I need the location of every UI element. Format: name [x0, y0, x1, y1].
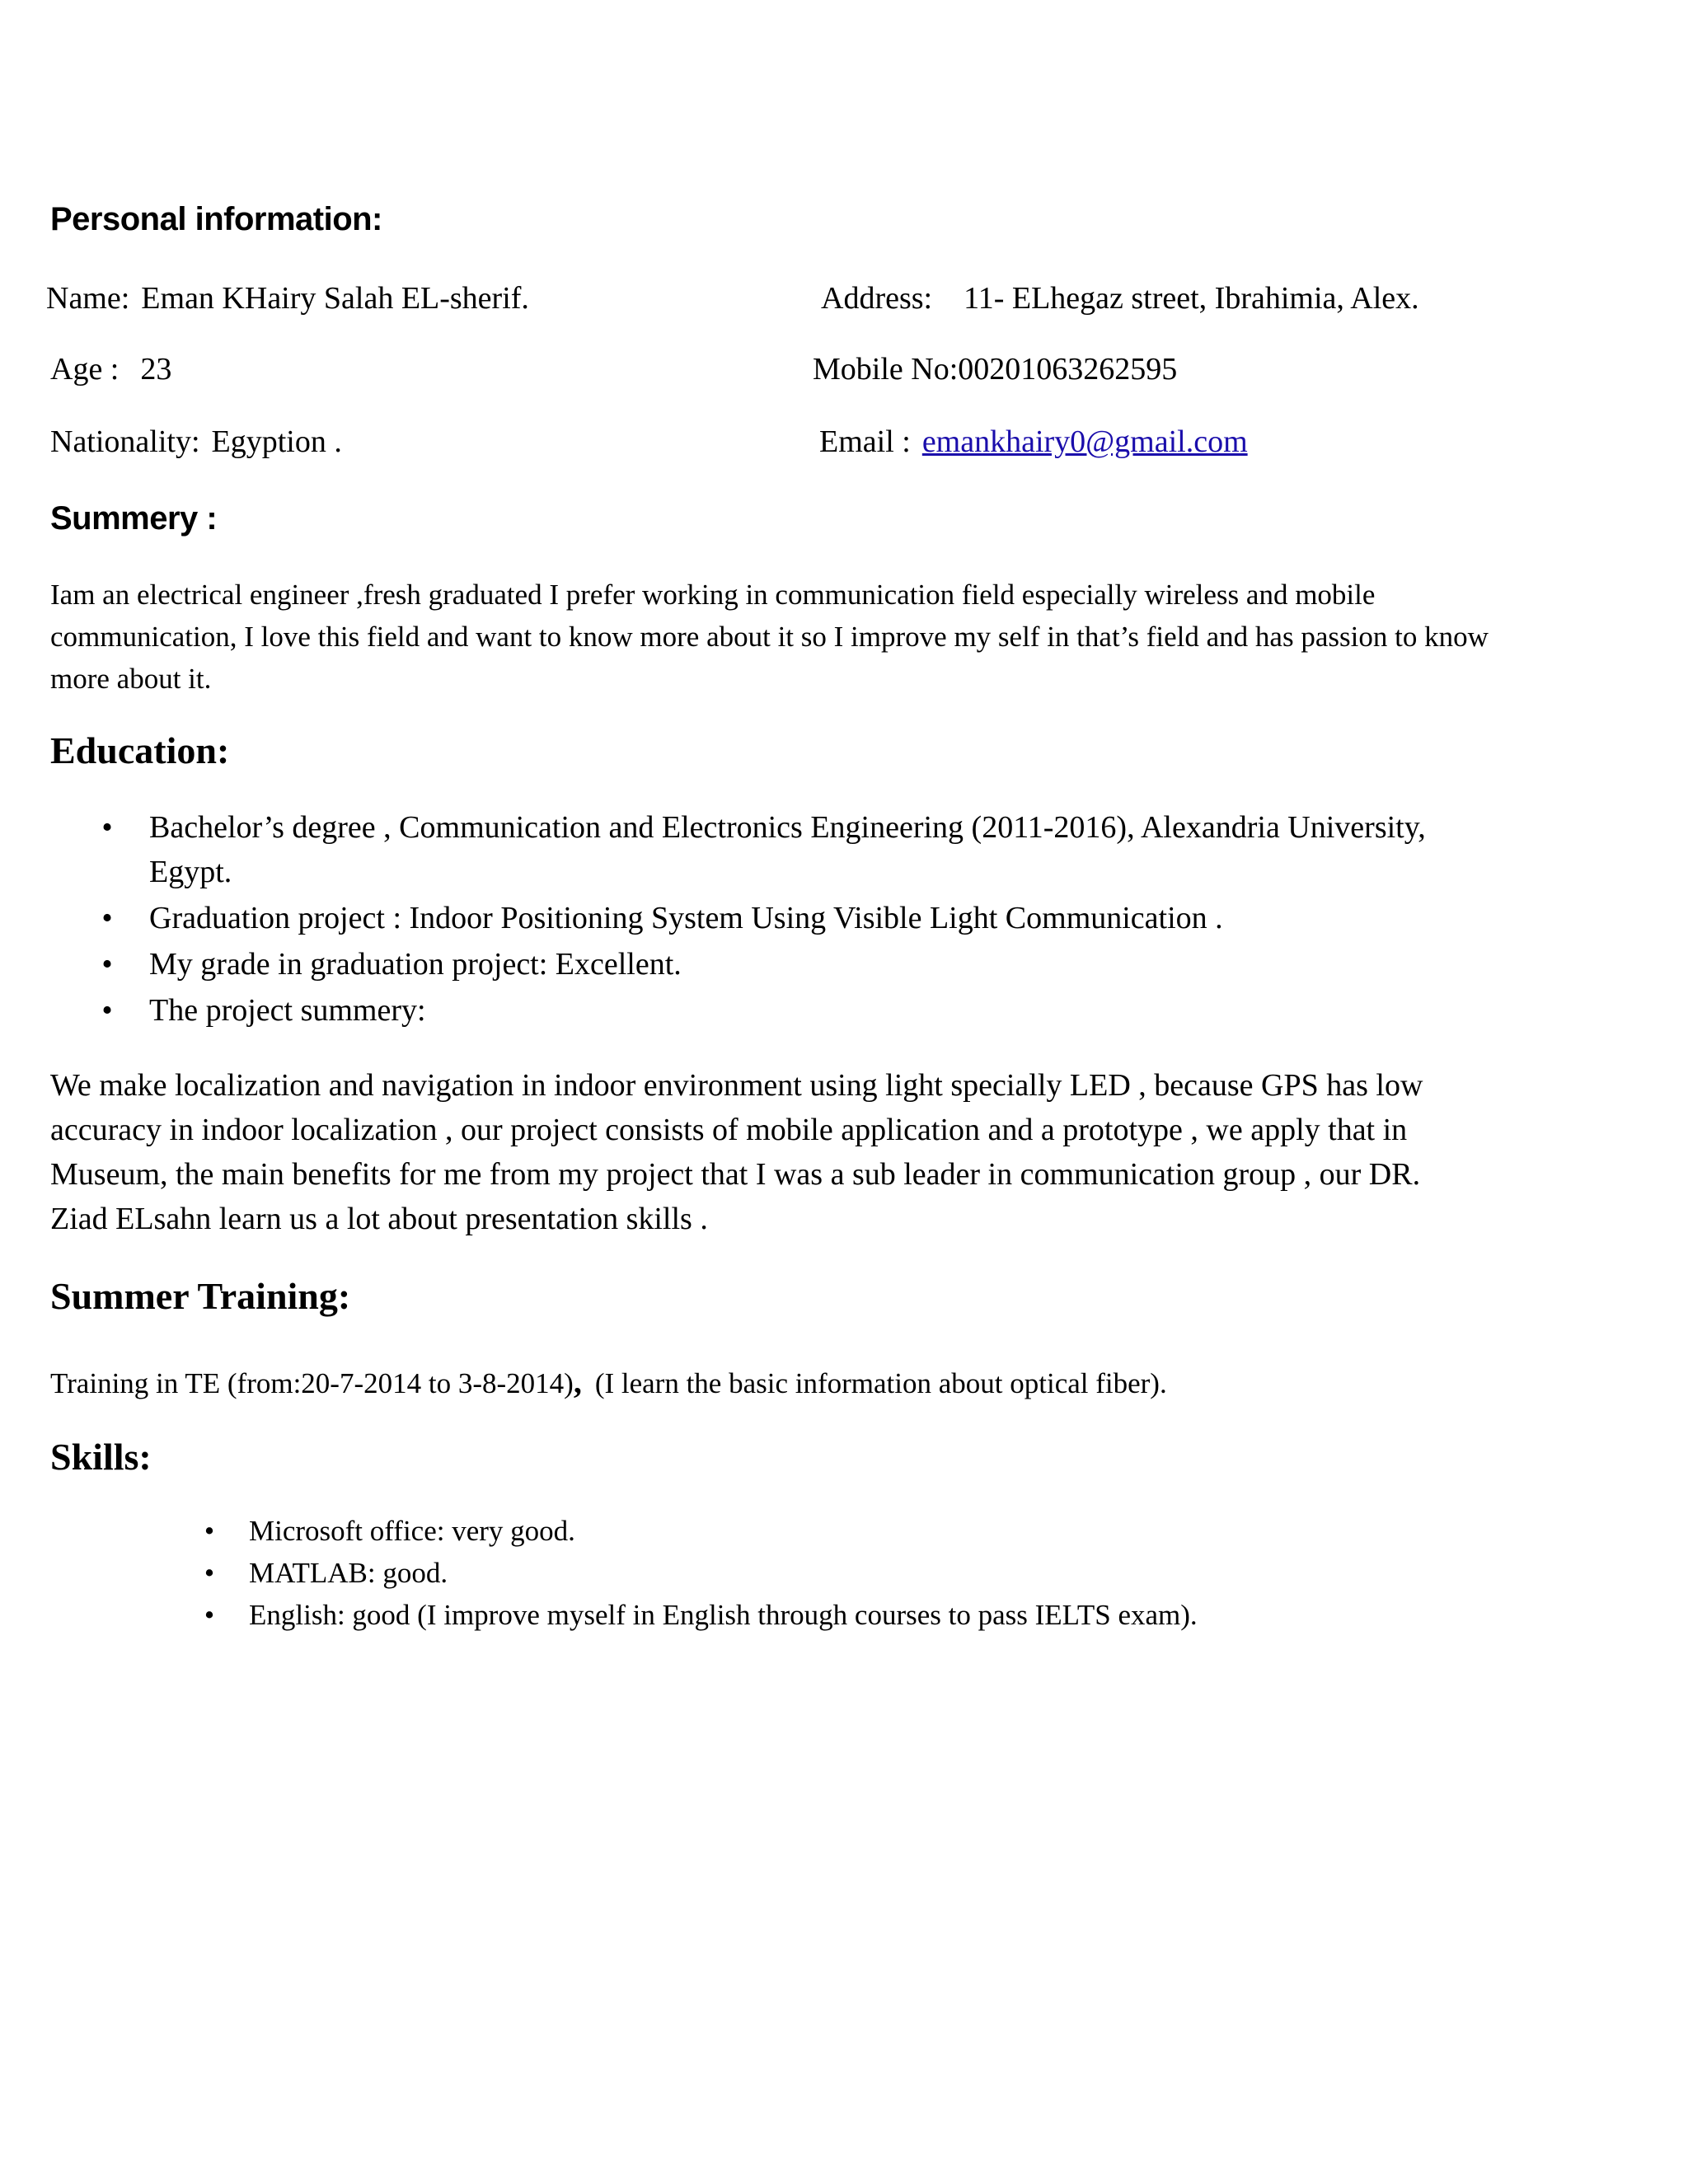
age-value: 23	[140, 352, 172, 387]
mobile-value: 00201063262595	[958, 352, 1178, 387]
address-value: 11- ELhegaz street, Ibrahimia, Alex.	[964, 281, 1419, 316]
email-row	[819, 424, 1248, 460]
bullet: •	[204, 1515, 215, 1547]
mobile-label: Mobile No:	[813, 352, 959, 387]
nationality-row	[50, 424, 342, 460]
skills-item	[204, 1552, 1485, 1594]
age-label: Age :	[50, 352, 120, 387]
training-text: Training in TE (from:20-7-2014 to 3-8-2014)	[50, 1367, 574, 1399]
skills-item-text: English: good (I improve myself in English through courses to pass IELTS exam).	[249, 1599, 1198, 1631]
address-row	[821, 280, 1419, 316]
email-label: Email :	[819, 424, 911, 459]
bullet: •	[101, 901, 113, 935]
skills-list	[204, 1510, 1485, 1636]
skills-item	[204, 1510, 1485, 1552]
address-label: Address:	[821, 281, 933, 316]
education-heading: Education:	[50, 729, 230, 771]
skills-heading: Skills:	[50, 1436, 152, 1478]
skills-item-text: MATLAB: good.	[249, 1557, 448, 1589]
email-link[interactable]: emankhairy0@gmail.com	[921, 424, 1248, 459]
name-value: Eman KHairy Salah EL-sherif.	[141, 281, 529, 316]
education-list	[101, 805, 1451, 1034]
name-row	[46, 280, 529, 316]
education-item-text: My grade in graduation project: Excellent.	[149, 947, 682, 982]
education-item	[101, 896, 1451, 940]
nationality-label: Nationality:	[50, 424, 200, 459]
education-item-text: Graduation project : Indoor Positioning System Using Visible Light Communication .	[149, 901, 1223, 935]
bullet: •	[101, 810, 113, 845]
name-label: Name:	[46, 281, 130, 316]
training-detail: (I learn the basic information about optical fiber).	[594, 1367, 1167, 1399]
bullet: •	[204, 1557, 215, 1589]
bullet: •	[204, 1599, 215, 1631]
personal-info-heading: Personal information:	[50, 201, 382, 237]
summary-text: Iam an electrical engineer ,fresh graduated I prefer working in communication field especially wireless and mobile communication, I love this field and want to know more about it so I improve my self in that’s field and has passion to know more about it.	[50, 579, 1489, 695]
bullet: •	[101, 947, 113, 982]
training-heading: Summer Training:	[50, 1275, 351, 1317]
education-item	[101, 988, 1451, 1033]
training-row	[50, 1362, 1167, 1401]
summary-heading: Summery :	[50, 500, 218, 537]
nationality-value: Egyption .	[211, 424, 342, 459]
bullet: •	[101, 993, 113, 1028]
training-separator: ,	[573, 1363, 582, 1400]
education-item	[101, 942, 1451, 987]
skills-item-text: Microsoft office: very good.	[249, 1515, 575, 1547]
education-item-text: Bachelor’s degree , Communication and Electronics Engineering (2011-2016), Alexandria University, Egypt.	[149, 810, 1426, 889]
education-item	[101, 805, 1451, 894]
age-row	[50, 351, 171, 387]
skills-item	[204, 1594, 1485, 1636]
education-item-text: The project summery:	[149, 993, 426, 1028]
project-summary-text: We make localization and navigation in indoor environment using light specially LED , because GPS has low accuracy in indoor localization , our project consists of mobile application and a prototype , we apply that in Museum, the main benefits for me from my project that I was a sub leader in communication group , our DR. Ziad ELsahn learn us a lot about presentation skills .	[50, 1068, 1423, 1236]
mobile-row	[813, 351, 1177, 387]
